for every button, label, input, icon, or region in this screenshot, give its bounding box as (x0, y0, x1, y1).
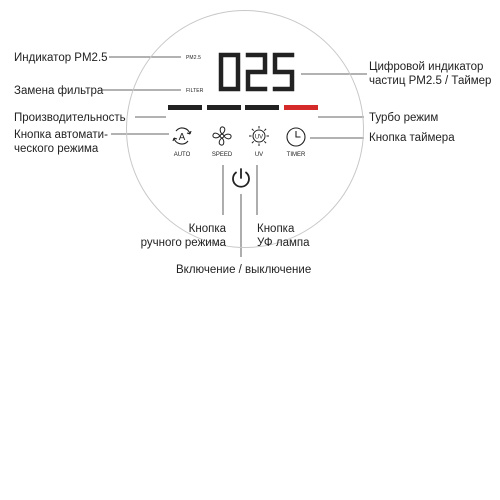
callout-manual-line1: Кнопка (188, 223, 226, 235)
callout-manual-line2: ручного режима (140, 237, 226, 249)
power-button[interactable] (229, 166, 253, 190)
fan-icon (211, 125, 233, 147)
callout-digital-line2: частиц PM2.5 / Таймер (369, 75, 492, 87)
auto-icon-letter: A (178, 132, 186, 143)
uv-icon-text: UV (254, 134, 264, 141)
callout-timer-button: Кнопка таймера (369, 132, 455, 144)
callout-auto-mode-line1: Кнопка автомати- (14, 129, 108, 141)
clock-icon (285, 126, 307, 148)
pm25-indicator-label: PM2.5 (186, 55, 201, 61)
uv-lamp-icon (248, 125, 270, 147)
digit-2 (248, 55, 265, 89)
filter-indicator-label: FILTER (186, 88, 204, 94)
power-icon (229, 166, 253, 190)
callout-pm-indicator: Индикатор PM2.5 (14, 52, 108, 64)
callout-power: Включение / выключение (176, 264, 312, 276)
level-bar-1 (168, 105, 202, 110)
auto-mode-button[interactable] (171, 125, 193, 147)
timer-button-label: TIMER (286, 152, 306, 158)
digit-5 (275, 55, 292, 89)
uv-button-label: UV (254, 152, 264, 158)
level-bar-2 (207, 105, 241, 110)
callout-turbo: Турбо режим (369, 112, 439, 124)
control-panel-circle (126, 10, 364, 248)
callout-performance: Производительность (14, 112, 126, 124)
callout-uv-line2: УФ лампа (257, 237, 310, 249)
timer-button[interactable] (285, 126, 307, 148)
level-bar-3 (245, 105, 279, 110)
digital-display (218, 52, 298, 92)
level-bar-turbo (284, 105, 318, 110)
digit-0 (221, 55, 238, 89)
callout-filter-replace: Замена фильтра (14, 85, 104, 97)
speed-button-label: SPEED (211, 152, 233, 158)
auto-button-label: AUTO (173, 152, 191, 158)
callout-auto-mode-line2: ческого режима (14, 143, 99, 155)
callout-digital-line1: Цифровой индикатор (369, 61, 484, 73)
auto-icon (171, 125, 193, 147)
callout-uv-line1: Кнопка (257, 223, 295, 235)
uv-button[interactable] (248, 125, 270, 147)
speed-button[interactable] (211, 125, 233, 147)
